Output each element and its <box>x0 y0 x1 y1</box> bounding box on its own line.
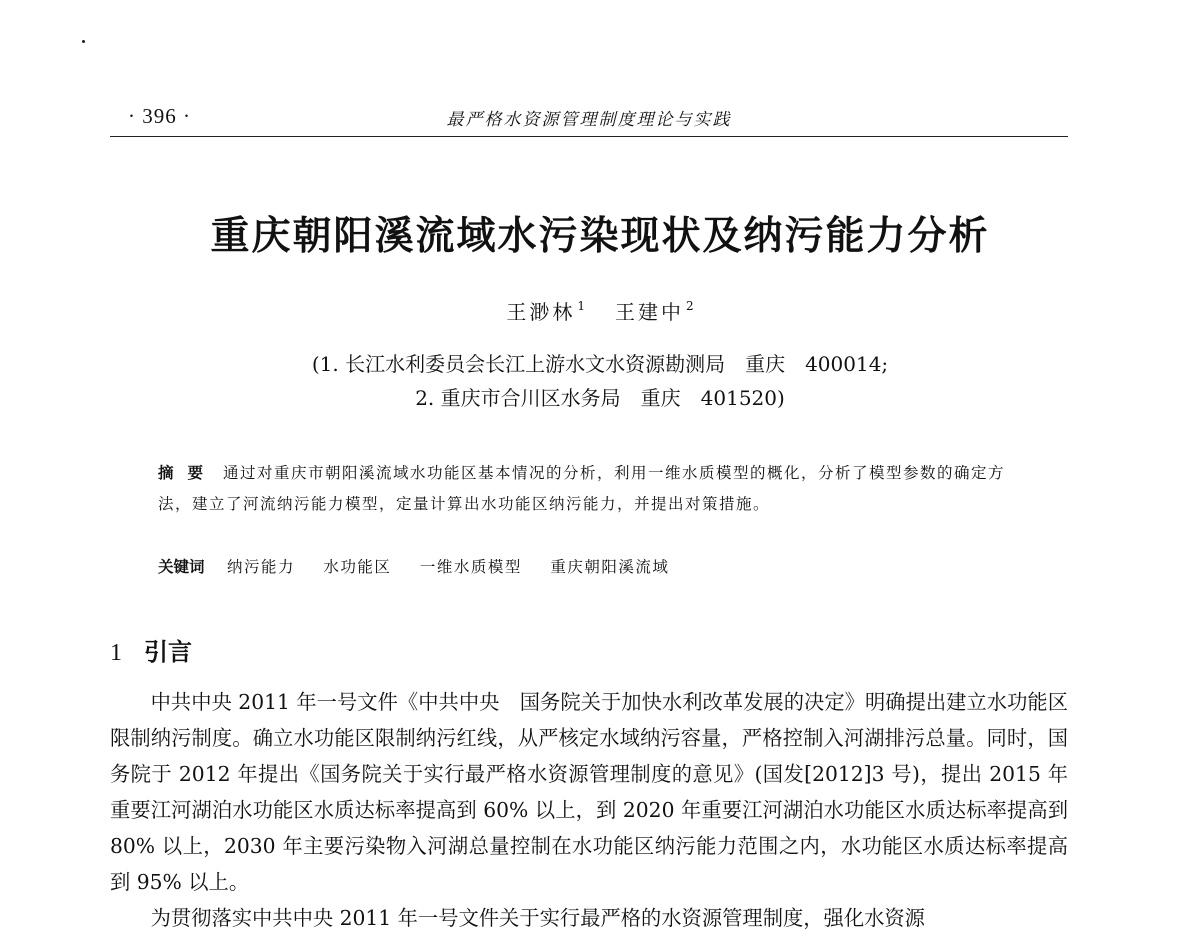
keyword-1: 纳污能力 <box>226 558 295 576</box>
author-1-affil-mark: 1 <box>577 299 585 313</box>
abstract <box>158 458 1038 520</box>
paper-title: 重庆朝阳溪流域水污染现状及纳污能力分析 <box>210 214 990 259</box>
keyword-3: 一维水质模型 <box>419 558 522 576</box>
keyword-2: 水功能区 <box>323 558 392 576</box>
author-2-affil-mark: 2 <box>686 299 694 313</box>
author-1-name: 王渺林 <box>506 300 576 324</box>
section-heading <box>110 632 192 667</box>
author-2 <box>615 300 694 324</box>
abstract-text: 通过对重庆市朝阳溪流域水功能区基本情况的分析，利用一维水质模型的概化，分析了模型参数的确定方法，建立了河流纳污能力模型，定量计算出水功能区纳污能力，并提出对策措施。 <box>158 464 1006 513</box>
author-2-name: 王建中 <box>615 300 684 324</box>
keyword-4: 重庆朝阳溪流域 <box>550 558 670 576</box>
abstract-label: 摘要 <box>158 464 218 482</box>
section-title: 引言 <box>144 638 192 666</box>
author-1 <box>506 300 585 324</box>
journal-title: 最严格水资源管理制度理论与实践 <box>446 110 732 130</box>
section-number: 1 <box>110 640 122 666</box>
affiliation-line-1: (1. 长江水利委员会长江上游水文水资源勘测局 重庆 400014; <box>311 352 889 376</box>
author-line <box>0 296 1200 325</box>
body-text <box>110 684 1068 936</box>
scan-artifact-dot <box>82 40 85 43</box>
running-header <box>110 100 1068 137</box>
body-paragraph-2: 为贯彻落实中共中央 2011 年一号文件关于实行最严格的水资源管理制度，强化水资源 <box>150 906 925 930</box>
page-number: · 396 · <box>128 104 191 128</box>
body-paragraph-1: 中共中央 2011 年一号文件《中共中央 国务院关于加快水利改革发展的决定》明确提出建立水功能区限制纳污制度。确立水功能区限制纳污红线，从严核定水域纳污容量，严格控制入河湖排污总量。同时，国务院于 2012 年提出《国务院关于实行最严格水资源管理制度的意见》(国发[2012]3 号)，提出 2015 年重要江河湖泊水功能区水质达标率提高到 60% 以上，到 2020 年重要江河湖泊水功能区水质达标率提高到 80% 以上，2030 年主要污染物入河湖总量控制在水功能区纳污能力范围之内，水功能区水质达标率提高到 95% 以上。 <box>110 690 1068 894</box>
keywords-label: 关键词 <box>158 558 205 576</box>
keywords <box>158 555 1038 577</box>
affiliation-line-2: 2. 重庆市合川区水务局 重庆 401520) <box>415 386 785 410</box>
